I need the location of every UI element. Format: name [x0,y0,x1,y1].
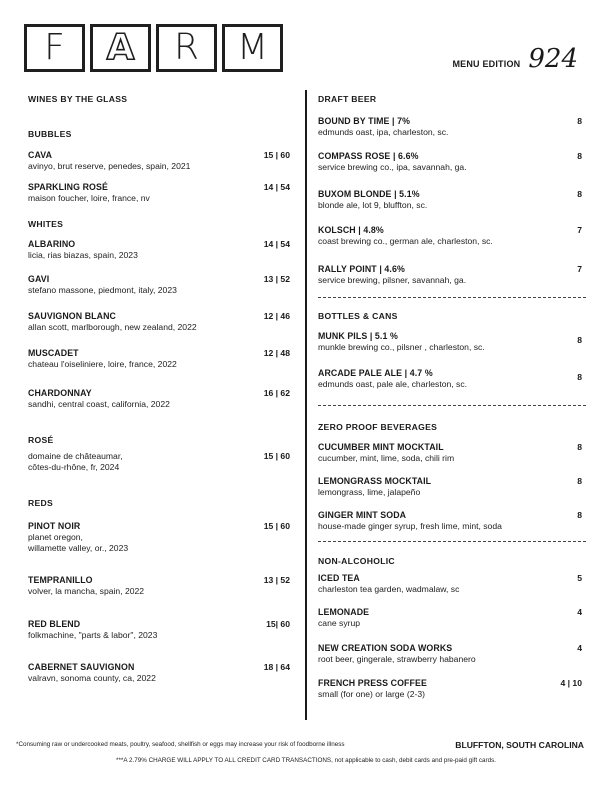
item-name: BUXOM BLONDE | 5.1% [318,189,420,199]
item-name: GINGER MINT SODA [318,510,407,520]
item-name: MUSCADET [28,348,79,358]
menu-item [318,476,582,498]
menu-item [318,151,582,173]
wines-title: WINES BY THE GLASS [28,94,128,104]
menu-item [318,678,582,700]
item-desc: cucumber, mint, lime, soda, chili rim [318,453,455,463]
item-desc: sandhi, central coast, california, 2022 [28,399,170,409]
draft-title: DRAFT BEER [318,94,377,104]
menu-item [28,274,290,296]
bubbles-heading: BUBBLES [28,129,72,139]
column-divider [305,90,307,720]
item-desc: cane syrup [318,618,361,628]
item-desc: planet oregon, [28,532,83,542]
item-desc: small (for one) or large (2-3) [318,689,425,699]
item-name: BOUND BY TIME | 7% [318,116,411,126]
item-desc: allan scott, marlborough, new zealand, 2022 [28,322,197,332]
menu-item [28,348,290,370]
menu-item [28,521,290,554]
item-price: 8 [577,510,582,520]
menu-item [318,510,582,532]
item-name: MUNK PILS | 5.1 % [318,331,398,341]
item-desc: service brewing co., ipa, savannah, ga. [318,162,467,172]
logo-letter-box [90,24,151,72]
item-desc: lemongrass, lime, jalapeño [318,487,421,497]
item-name: ARCADE PALE ALE | 4.7 % [318,368,433,378]
section-divider [318,405,586,407]
item-price: 15 | 60 [263,521,290,531]
item-desc: coast brewing co., german ale, charleston, sc. [318,236,493,246]
item-price: 4 [577,607,582,617]
card-charge-notice: ***A 2.79% CHARGE WILL APPLY TO ALL CREDIT CARD TRANSACTIONS, not applicable to cash, debit cards and pre-paid gift cards. [116,757,496,764]
non-alcoholic-title: NON-ALCOHOLIC [318,556,395,566]
item-desc: licia, rias biazas, spain, 2023 [28,250,138,260]
logo-letter: R [173,27,199,68]
item-name: NEW CREATION SODA WORKS [318,643,453,653]
item-desc: edmunds oast, pale ale, charleston, sc. [318,379,468,389]
item-price: 7 [577,225,582,235]
food-safety-notice: *Consuming raw or undercooked meats, poultry, seafood, shellfish or eggs may increase your risk of foodborne illness [16,741,345,748]
whites-heading: WHITES [28,219,64,229]
item-name: LEMONGRASS MOCKTAIL [318,476,432,486]
item-desc: maison foucher, loire, france, nv [28,193,150,203]
reds-heading: REDS [28,498,54,508]
menu-item [318,607,582,629]
item-name: GAVI [28,274,50,284]
item-price: 14 | 54 [263,182,290,192]
item-price: 8 [577,335,582,345]
item-price: 12 | 48 [263,348,290,358]
item-price: 8 [577,116,582,126]
rose-heading: ROSÉ [28,435,54,445]
item-name: RALLY POINT | 4.6% [318,264,405,274]
menu-item [318,643,582,665]
item-name: SAUVIGNON BLANC [28,311,117,321]
item-desc: service brewing, pilsner, savannah, ga. [318,275,467,285]
item-name: COMPASS ROSE | 6.6% [318,151,419,161]
item-price: 7 [577,264,582,274]
item-desc: folkmachine, "parts & labor", 2023 [28,630,158,640]
item-price: 15| 60 [266,619,290,629]
menu-edition [452,44,578,74]
item-price: 8 [577,476,582,486]
logo-letter: F [44,27,65,68]
menu-item [318,573,582,595]
item-price: 15 | 60 [263,150,290,160]
menu-item [318,264,582,286]
item-desc: stefano massone, piedmont, italy, 2023 [28,285,177,295]
item-price: 16 | 62 [263,388,290,398]
logo-letter: A [106,27,135,68]
item-desc: charleston tea garden, wadmalaw, sc [318,584,460,594]
item-price: 8 [577,189,582,199]
item-desc: volver, la mancha, spain, 2022 [28,586,145,596]
item-desc: munkle brewing co., pilsner , charleston, sc. [318,342,485,352]
item-name: ICED TEA [318,573,360,583]
menu-edition-number: 924 [528,44,578,74]
section-divider [318,297,586,299]
item-price: 15 | 60 [263,451,290,461]
item-name: RED BLEND [28,619,81,629]
item-name: CABERNET SAUVIGNON [28,662,135,672]
menu-item [28,311,290,333]
item-name: FRENCH PRESS COFFEE [318,678,427,688]
logo-letter: M [236,27,269,68]
item-name: PINOT NOIR [28,521,81,531]
menu-item [28,388,290,410]
item-desc: chateau l'oiseliniere, loire, france, 2022 [28,359,177,369]
item-name: CAVA [28,150,53,160]
logo-letter-box [222,24,283,72]
item-desc: root beer, gingerale, strawberry habanero [318,654,476,664]
menu-item [28,662,290,684]
item-price: 8 [577,372,582,382]
item-price: 18 | 64 [263,662,290,672]
zero-proof-title: ZERO PROOF BEVERAGES [318,422,438,432]
item-name: CHARDONNAY [28,388,92,398]
bottles-title: BOTTLES & CANS [318,311,398,321]
item-price: 4 [577,643,582,653]
item-desc: avinyo, brut reserve, penedes, spain, 2021 [28,161,191,171]
item-price: 13 | 52 [263,575,290,585]
item-name: ALBARINO [28,239,76,249]
menu-item [28,619,290,641]
item-name: LEMONADE [318,607,370,617]
menu-item [28,182,290,204]
item-desc: domaine de châteaumar, [28,451,123,461]
menu-item [318,225,582,247]
menu-item [318,442,582,464]
menu-item [318,189,582,211]
item-desc: house-made ginger syrup, fresh lime, mint, soda [318,521,502,531]
farm-logo [24,24,283,70]
item-price: 8 [577,442,582,452]
menu-edition-label: MENU EDITION [452,59,521,69]
item-price: 4 | 10 [560,678,582,688]
item-price: 13 | 52 [263,274,290,284]
item-name: TEMPRANILLO [28,575,93,585]
menu-item [28,239,290,261]
item-desc: côtes-du-rhône, fr, 2024 [28,462,120,472]
menu-item [318,368,582,390]
menu-item [28,575,290,597]
item-desc: blonde ale, lot 9, bluffton, sc. [318,200,428,210]
item-price: 12 | 46 [263,311,290,321]
logo-letter-box [24,24,85,72]
location: BLUFFTON, SOUTH CAROLINA [455,740,584,750]
item-price: 8 [577,151,582,161]
menu-item [28,451,290,473]
menu-item [28,150,290,172]
item-desc: willamette valley, or., 2023 [28,543,129,553]
item-desc: valravn, sonoma county, ca, 2022 [28,673,156,683]
item-name: CUCUMBER MINT MOCKTAIL [318,442,444,452]
logo-letter-box [156,24,217,72]
item-price: 14 | 54 [263,239,290,249]
section-divider [318,541,586,543]
menu-item [318,331,582,353]
menu-item [318,116,582,138]
item-name: SPARKLING ROSÉ [28,182,108,192]
item-name: KOLSCH | 4.8% [318,225,384,235]
item-desc: edmunds oast, ipa, charleston, sc. [318,127,449,137]
item-price: 5 [577,573,582,583]
